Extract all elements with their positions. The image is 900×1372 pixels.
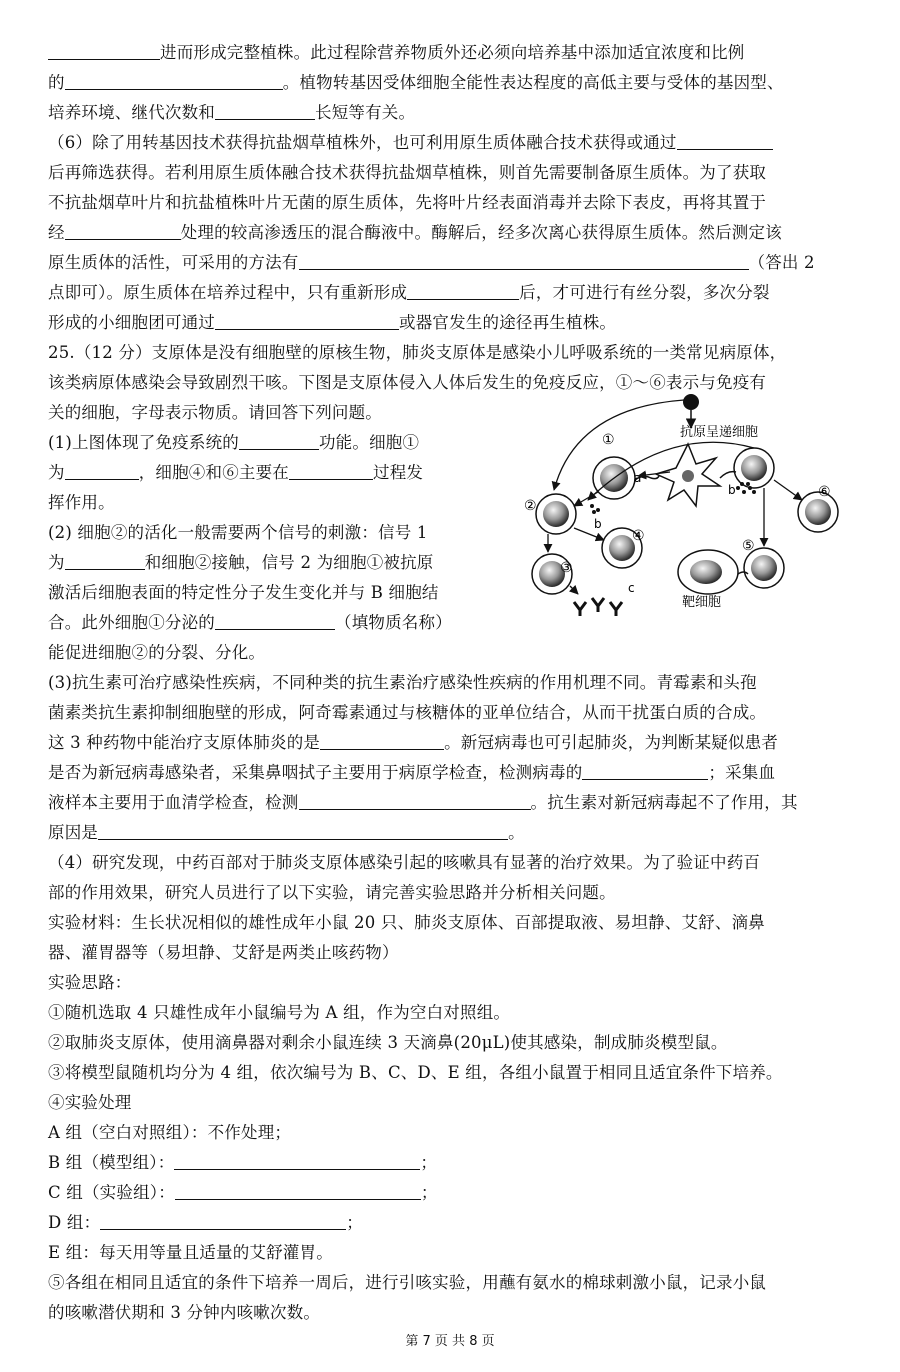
- answer-blank[interactable]: [100, 1211, 346, 1230]
- answer-blank[interactable]: [174, 1151, 420, 1170]
- svg-text:④: ④: [632, 528, 645, 544]
- answer-blank[interactable]: [215, 611, 335, 630]
- answer-blank[interactable]: [175, 1181, 421, 1200]
- text-line: （6）除了用转基因技术获得抗盐烟草植株外，也可利用原生质体融合技术获得或通过: [48, 128, 860, 158]
- letter-c: c: [628, 581, 635, 595]
- text-line: 后再筛选获得。若利用原生质体融合技术获得抗盐烟草植株，则首先需要制备原生质体。为了获取: [48, 163, 767, 182]
- text-line: 为 和细胞②接触，信号 2 为细胞①被抗原: [48, 553, 434, 572]
- question-25-header: 25.（12 分）支原体是没有细胞壁的原核生物，肺炎支原体是感染小儿呼吸系统的一类常见病原体，: [48, 343, 787, 362]
- text-line: ①随机选取 4 只雄性成年小鼠编号为 A 组，作为空白对照组。: [48, 1003, 511, 1022]
- text-line: A 组（空白对照组）：不作处理；: [48, 1123, 292, 1142]
- letter-b: b: [728, 483, 736, 497]
- answer-blank[interactable]: [677, 131, 773, 150]
- text-line: E 组：每天用等量且适量的艾舒灌胃。: [48, 1243, 333, 1262]
- text-line: ⑤各组在相同且适宜的条件下培养一周后，进行引咳实验，用蘸有氨水的棉球刺激小鼠，记录小鼠: [48, 1273, 767, 1292]
- svg-text:③: ③: [560, 560, 573, 576]
- answer-blank[interactable]: [65, 551, 145, 570]
- answer-blank[interactable]: [65, 461, 139, 480]
- cell-6: [798, 484, 838, 532]
- text-line: ③将模型鼠随机均分为 4 组，依次编号为 B、C、D、E 组，各组小鼠置于相同且适宜条件下培养。: [48, 1063, 783, 1082]
- answer-blank[interactable]: [48, 41, 160, 60]
- text-line: 的咳嗽潜伏期和 3 分钟内咳嗽次数。: [48, 1303, 321, 1322]
- svg-text:①: ①: [602, 432, 615, 448]
- text-line: 该类病原体感染会导致剧烈干咳。下图是支原体侵入人体后发生的免疫反应，①～⑥表示与免疫有: [48, 373, 767, 392]
- text-line: 关的细胞，字母表示物质。请回答下列问题。: [48, 403, 382, 422]
- text-line: （4）研究发现，中药百部对于肺炎支原体感染引起的咳嗽具有显著的治疗效果。为了验证中药百: [48, 853, 761, 872]
- letter-b: b: [594, 517, 602, 531]
- text-line: 器、灌胃器等（易坦静、艾舒是两类止咳药物）: [48, 943, 399, 962]
- text-line: 点即可）。原生质体在培养过程中，只有重新形成 后，才可进行有丝分裂，多次分裂: [48, 283, 770, 302]
- text-line: 能促进细胞②的分裂、分化。: [48, 643, 266, 662]
- text-line: 为 ，细胞④和⑥主要在 过程发: [48, 463, 424, 482]
- text-line: D 组： ；: [48, 1213, 363, 1232]
- cell-5: [742, 538, 784, 588]
- text-line: 这 3 种药物中能治疗支原体肺炎的是 。新冠病毒也可引起肺炎，为判断某疑似患者: [48, 733, 779, 752]
- text-line: 实验材料：生长状况相似的雄性成年小鼠 20 只、肺炎支原体、百部提取液、易坦静、艾舒、滴鼻: [48, 913, 765, 932]
- apc-label: 抗原呈递细胞: [680, 425, 759, 440]
- letter-a: a: [634, 471, 642, 485]
- answer-blank[interactable]: [65, 71, 283, 90]
- answer-blank[interactable]: [407, 281, 519, 300]
- page-footer: 第 7 页 共 8 页: [405, 1334, 495, 1349]
- text-line: 经 处理的较高渗透压的混合酶液中。酶解后，经多次离心获得原生质体。然后测定该: [48, 223, 782, 242]
- cell-2: [524, 494, 576, 534]
- text-line: 挥作用。: [48, 493, 115, 512]
- svg-text:②: ②: [524, 498, 537, 514]
- answer-blank[interactable]: [320, 731, 444, 750]
- text-line: 激活后细胞表面的特定性分子发生变化并与 B 细胞结: [48, 583, 439, 602]
- text-line: ④实验处理: [48, 1093, 132, 1112]
- cell-3: [532, 554, 573, 594]
- text-line: 部的作用效果，研究人员进行了以下实验，请完善实验思路并分析相关问题。: [48, 883, 616, 902]
- answer-blank[interactable]: [582, 761, 708, 780]
- text-line: 实验思路：: [48, 973, 132, 992]
- text-line: 形成的小细胞团可通过 或器官发生的途径再生植株。: [48, 313, 617, 332]
- immune-response-diagram: [518, 388, 863, 618]
- text-line: 不抗盐烟草叶片和抗盐植株叶片无菌的原生质体，先将叶片经表面消毒并去除下表皮，再将其置于: [48, 193, 767, 212]
- text-line: 是否为新冠病毒感染者，采集鼻咽拭子主要用于病原学检查，检测病毒的 ；采集血: [48, 763, 776, 782]
- text-line: 原生质体的活性，可采用的方法有 （答出 2: [48, 253, 815, 272]
- answer-blank[interactable]: [289, 461, 373, 480]
- receptor: [720, 472, 736, 478]
- apc-nucleus: [682, 470, 694, 482]
- text-line: ②取肺炎支原体，使用滴鼻器对剩余小鼠连续 3 天滴鼻(20μL)使其感染，制成肺炎模型鼠。: [48, 1033, 728, 1052]
- text-line: C 组（实验组）： ；: [48, 1183, 438, 1202]
- text-line: 培养环境、继代次数和 长短等有关。: [48, 103, 416, 122]
- target-cell: [678, 550, 738, 610]
- svg-text:⑤: ⑤: [742, 538, 755, 554]
- svg-text:靶细胞: 靶细胞: [682, 595, 722, 610]
- answer-blank[interactable]: [215, 101, 315, 120]
- text-line: 原因是 。: [48, 823, 525, 842]
- text-line: 进而形成完整植株。此过程除营养物质外还必须向培养基中添加适宜浓度和比例: [48, 38, 860, 68]
- cell-4: [602, 528, 645, 568]
- text-line: (2) 细胞②的活化一般需要两个信号的刺激：信号 1: [48, 523, 428, 542]
- antigen-dot: [683, 394, 699, 410]
- cytotoxic-t-cell: [734, 448, 774, 488]
- text-line: 菌素类抗生素抑制细胞壁的形成，阿奇霉素通过与核糖体的亚单位结合，从而干扰蛋白质的合成。: [48, 703, 767, 722]
- text-line: B 组（模型组）： ；: [48, 1153, 438, 1172]
- receptor: [738, 572, 748, 574]
- answer-blank[interactable]: [299, 791, 531, 810]
- text-line: 合。此外细胞①分泌的 （填物质名称）: [48, 613, 452, 632]
- antibodies: [574, 598, 622, 616]
- answer-blank[interactable]: [215, 311, 399, 330]
- answer-blank[interactable]: [299, 251, 749, 270]
- answer-blank[interactable]: [98, 821, 508, 840]
- text-line: (3)抗生素可治疗感染性疾病，不同种类的抗生素治疗感染性疾病的作用机理不同。青霉素和头孢: [48, 673, 757, 692]
- answer-blank[interactable]: [65, 221, 181, 240]
- cytokine-dots: [590, 504, 600, 514]
- answer-blank[interactable]: [239, 431, 319, 450]
- svg-text:⑥: ⑥: [818, 484, 831, 500]
- text-line: 液样本主要用于血清学检查，检测 。抗生素对新冠病毒起不了作用，其: [48, 793, 798, 812]
- text-line: (1)上图体现了免疫系统的 功能。细胞①: [48, 433, 420, 452]
- text-line: 的 。植物转基因受体细胞全能性表达程度的高低主要与受体的基因型、: [48, 73, 784, 92]
